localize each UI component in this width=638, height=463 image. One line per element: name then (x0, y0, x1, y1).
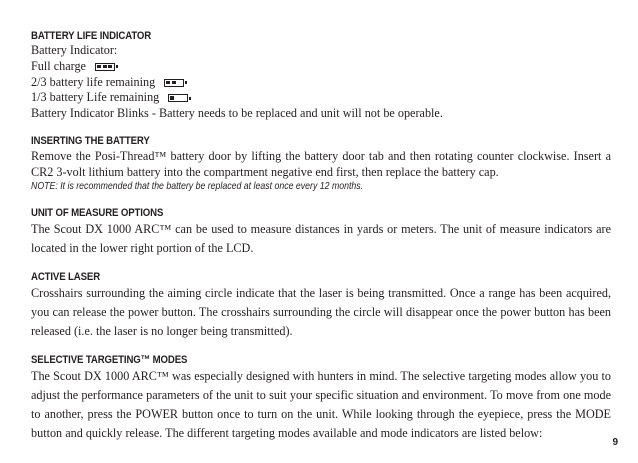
battery-life-heading: BATTERY LIFE INDICATOR (31, 30, 152, 42)
battery-cell (108, 65, 112, 68)
battery-one-third-icon (168, 94, 188, 102)
battery-cell (172, 81, 176, 84)
active-laser-heading: ACTIVE LASER (31, 270, 101, 283)
selective-targeting-heading: SELECTIVE TARGETING™ MODES (31, 353, 188, 366)
battery-cell (166, 81, 170, 84)
battery-full-icon (95, 63, 115, 71)
inserting-battery-heading: INSERTING THE BATTERY (31, 134, 150, 147)
unit-of-measure-text: The Scout DX 1000 ARC™ can be used to measure distances in yards or meters. The unit of measure indicators are located in the lower right portion of the LCD. (31, 221, 611, 255)
two-thirds-label: 2/3 battery life remaining (31, 74, 156, 89)
battery-cell (97, 65, 101, 68)
battery-blinks-text: Battery Indicator Blinks - Battery needs to be replaced and unit will not be operable. (31, 106, 443, 121)
manual-page (31, 29, 611, 443)
unit-of-measure-heading: UNIT OF MEASURE OPTIONS (31, 206, 164, 219)
one-third-label: 1/3 battery Life remaining (31, 90, 160, 105)
full-charge-row (31, 59, 611, 75)
one-third-row (31, 90, 611, 106)
selective-targeting-text: The Scout DX 1000 ARC™ was especially designed with hunters in mind. The selective targeting modes allow you to adjust the performance parameters of the unit to suit your specific situation and environment. To move from one mode to another, press the POWER button once to turn on the unit. While looking through the eyepiece, press the MODE button and quickly release. The different targeting modes available and mode indicators are listed below: (31, 368, 611, 440)
battery-two-thirds-icon (164, 79, 184, 87)
inserting-battery-text: Remove the Posi-Thread™ battery door by lifting the battery door tab and then rotating counter clockwise. Insert a CR2 3-volt lithium battery into the compartment negative end first, then replace the battery cap. (31, 148, 611, 179)
battery-cell (170, 96, 174, 99)
page-number: 9 (612, 437, 618, 448)
two-thirds-row (31, 75, 611, 91)
battery-note: NOTE: It is recommended that the battery be replaced at least once every 12 months. (31, 180, 364, 192)
full-charge-label: Full charge (31, 58, 86, 73)
active-laser-text: Crosshairs surrounding the aiming circle indicate that the laser is being transmitted. Once a range has been acquired, you can release the power button. The crosshairs surrounding the circle will disappear once the power button has been released (i.e. the laser is no longer being transmitted). (31, 285, 611, 338)
battery-cell (103, 65, 107, 68)
battery-indicator-label: Battery Indicator: (31, 43, 118, 57)
